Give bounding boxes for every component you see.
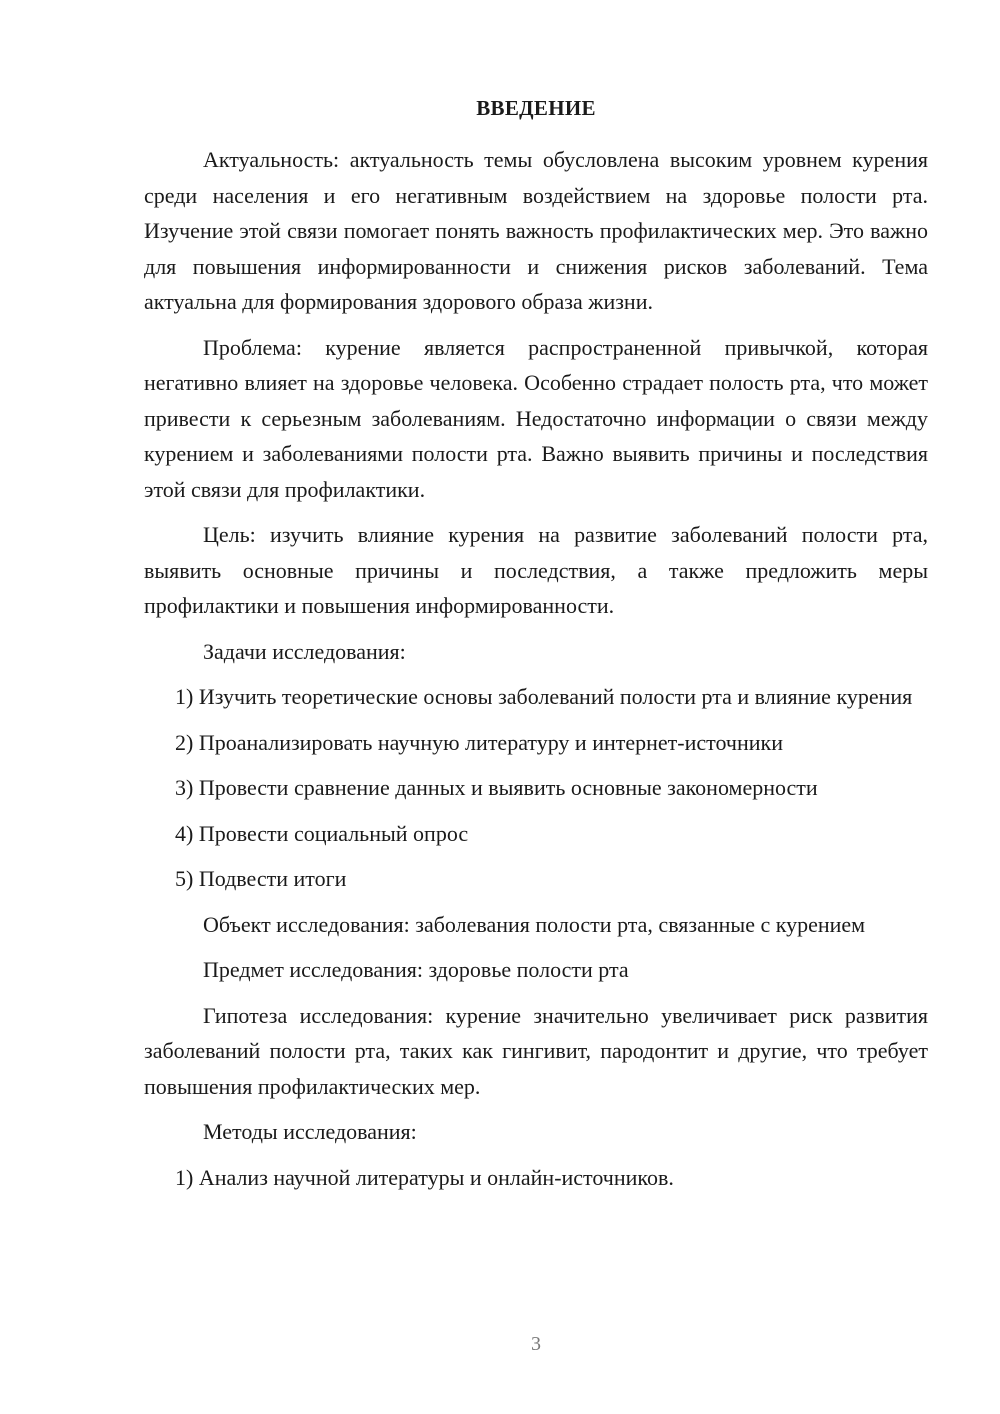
methods-list (144, 1160, 928, 1196)
list-item: 2) Проанализировать научную литературу и интернет-источники (175, 729, 783, 755)
page-number: 3 (531, 1333, 541, 1355)
list-item: 3) Провести сравнение данных и выявить основные закономерности (175, 775, 818, 800)
goal-paragraph: Цель: изучить влияние курения на развитие заболеваний полости рта, выявить основные причины и последствия, а также предложить меры профилактики и повышения информированности. (144, 522, 928, 618)
list-item: 5) Подвести итоги (175, 866, 347, 891)
tasks-heading: Задачи исследования: (203, 638, 406, 664)
object-paragraph: Объект исследования: заболевания полости рта, связанные с курением (203, 911, 866, 937)
list-item: 4) Провести социальный опрос (175, 820, 469, 846)
list-item: 1) Анализ научной литературы и онлайн-источников. (175, 1164, 674, 1190)
problem-paragraph: Проблема: курение является распространенной привычкой, которая негативно влияет на здоровье человека. Особенно страдает полость рта, что может привести к серьезным заболеваниям. Недостаточно информации о связи между курением и заболеваниями полости рта. Важно выявить причины и последствия этой связи для профилактики. (144, 334, 928, 502)
hypothesis-paragraph: Гипотеза исследования: курение значительно увеличивает риск развития заболеваний полости рта, таких как гингивит, пародонтит и другие, что требует повышения профилактических мер. (144, 1002, 928, 1099)
section-title: ВВЕДЕНИЕ (476, 96, 596, 120)
subject-paragraph: Предмет исследования: здоровье полости рта (203, 957, 629, 982)
document-body (144, 142, 928, 1195)
tasks-list (144, 679, 928, 897)
list-item: 1) Изучить теоретические основы заболеваний полости рта и влияние курения (175, 684, 913, 709)
relevance-paragraph: Актуальность: актуальность темы обусловлена высоким уровнем курения среди населения и его негативным воздействием на здоровье полости рта. Изучение этой связи помогает понять важность профилактических мер. Это важно для повышения информированности и снижения рисков заболеваний. Тема актуальна для формирования здорового образа жизни. (144, 147, 928, 314)
methods-heading: Методы исследования: (203, 1119, 417, 1144)
